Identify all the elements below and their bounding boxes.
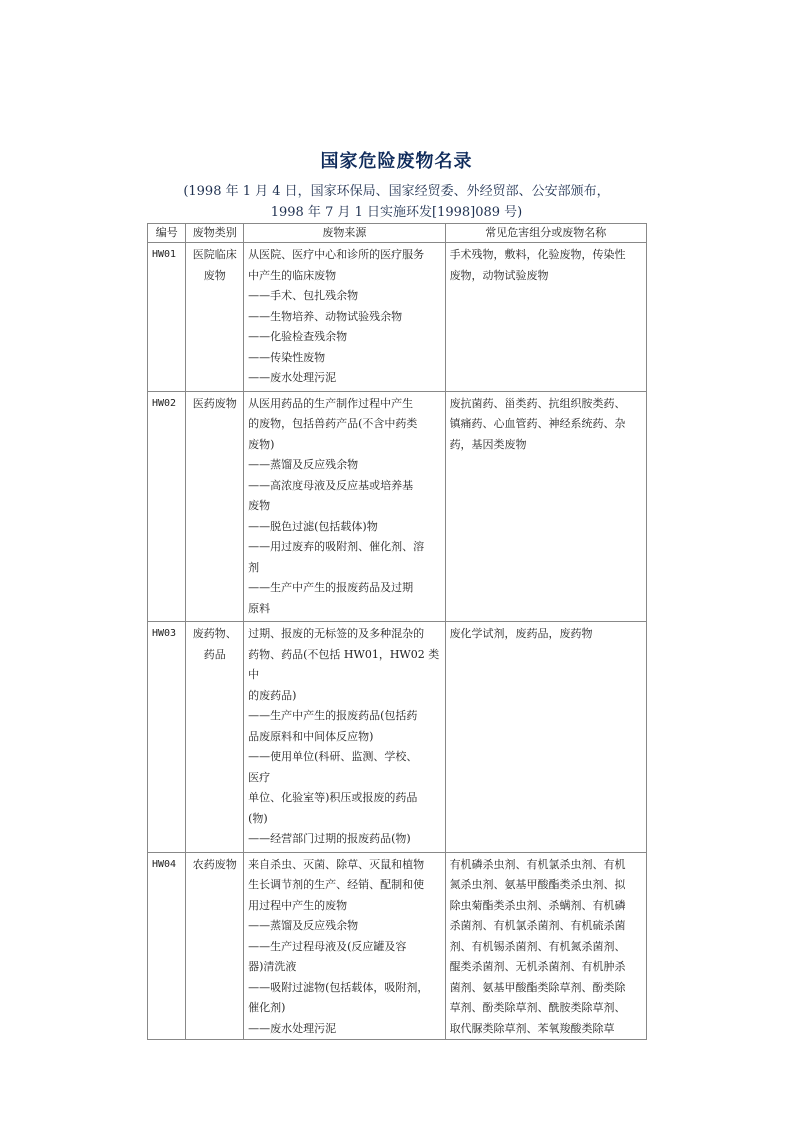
source-line: ——脱色过滤(包括载体)物 xyxy=(248,519,378,533)
header-code: 编号 xyxy=(148,224,186,243)
source-line: 药物、药品(不包括 HW01，HW02 类中 xyxy=(248,647,440,681)
source-line: ——传染性废物 xyxy=(248,350,326,364)
source-line: 从医院、医疗中心和诊所的医疗服务 xyxy=(248,248,425,261)
source-line: 从医用药品的生产制作过程中产生 xyxy=(248,396,414,410)
row-category xyxy=(186,243,244,392)
source-line: 的废药品) xyxy=(248,688,297,702)
source-line: 过期、报废的无标签的及多种混杂的 xyxy=(248,627,425,640)
row-components xyxy=(445,622,646,853)
row-source xyxy=(244,243,445,392)
source-line: 中产生的临床废物 xyxy=(248,268,337,282)
row-category xyxy=(186,622,244,853)
row-category xyxy=(186,852,244,1040)
component-line: 废物，动物试验废物 xyxy=(449,268,549,282)
table-row xyxy=(148,852,647,1040)
row-components xyxy=(445,852,646,1040)
component-line: 废化学试剂，废药品，废药物 xyxy=(449,627,593,640)
category-line: 药品 xyxy=(203,647,226,661)
source-line: ——生物培养、动物试验残余物 xyxy=(248,309,403,323)
row-code: HW02 xyxy=(148,391,186,622)
source-line: ——吸附过滤物(包括载体，吸附剂， xyxy=(248,980,429,994)
table-header-row xyxy=(148,224,647,243)
source-line: ——生产中产生的报废药品及过期 xyxy=(248,581,414,594)
source-line: ——蒸馏及反应残余物 xyxy=(248,458,359,471)
header-category: 废物类别 xyxy=(186,224,244,243)
table-row xyxy=(148,243,647,392)
source-line: ——经营部门过期的报废药品(物) xyxy=(248,832,411,845)
row-source xyxy=(244,622,445,853)
row-code: HW04 xyxy=(148,852,186,1040)
category-line: 医院临床 xyxy=(192,248,237,261)
source-line: 单位、化验室等)积压或报废的药品 xyxy=(248,791,418,804)
source-line: 的废物，包括兽药产品(不含中药类 xyxy=(248,417,418,430)
source-line: 催化剂) xyxy=(248,1001,286,1014)
row-components xyxy=(445,391,646,622)
source-line: ——生产过程母液及(反应罐及容 xyxy=(248,939,407,953)
source-line: ——化验检查残余物 xyxy=(248,330,348,343)
component-line: 醌类杀菌剂、无机杀菌剂、有机肿杀 xyxy=(449,960,626,973)
component-line: 镇痛药、心血管药、神经系统药、杂 xyxy=(449,417,626,430)
row-code: HW03 xyxy=(148,622,186,853)
source-line: 来自杀虫、灭菌、除草、灭鼠和植物 xyxy=(248,857,425,871)
document-subtitle xyxy=(0,181,793,223)
component-line: 药，基因类废物 xyxy=(449,437,527,451)
source-line: 废物 xyxy=(248,499,271,512)
component-line: 手术残物，敷料，化验废物，传染性 xyxy=(449,248,626,261)
row-source xyxy=(244,391,445,622)
component-line: 除虫菊酯类杀虫剂、杀螨剂、有机磷 xyxy=(449,898,626,912)
row-source xyxy=(244,852,445,1040)
source-line: 废物) xyxy=(248,437,275,451)
source-line: ——使用单位(科研、监测、学校、 xyxy=(248,750,418,763)
source-line: 剂 xyxy=(248,560,260,574)
source-line: 生长调节剂的生产、经销、配制和使 xyxy=(248,878,425,891)
component-line: 氮杀虫剂、氨基甲酸酯类杀虫剂、拟 xyxy=(449,878,626,891)
component-line: 草剂、酚类除草剂、酰胺类除草剂、 xyxy=(449,1001,626,1014)
source-line: ——手术、包扎残余物 xyxy=(248,289,359,302)
category-line: 废物 xyxy=(203,268,226,282)
row-category xyxy=(186,391,244,622)
header-components: 常见危害组分或废物名称 xyxy=(445,224,646,243)
hazardous-waste-table xyxy=(147,223,647,1040)
component-line: 杀菌剂、有机氯杀菌剂、有机硫杀菌 xyxy=(449,919,626,932)
category-line: 农药废物 xyxy=(192,857,237,871)
source-line: ——蒸馏及反应残余物 xyxy=(248,919,359,932)
source-line: 品废原料和中间体反应物) xyxy=(248,729,374,743)
source-line: 原料 xyxy=(248,601,271,615)
source-line: ——高浓度母液及反应基或培养基 xyxy=(248,478,414,492)
source-line: ——废水处理污泥 xyxy=(248,1021,337,1035)
table-row xyxy=(148,622,647,853)
table-row xyxy=(148,391,647,622)
document-title: 国家危险废物名录 xyxy=(320,151,473,172)
component-line: 剂、有机锡杀菌剂、有机氮杀菌剂、 xyxy=(449,939,626,953)
source-line: (物) xyxy=(248,811,268,825)
source-line: 医疗 xyxy=(248,770,271,784)
component-line: 有机磷杀虫剂、有机氯杀虫剂、有机 xyxy=(449,857,626,871)
subtitle-line-2: 1998 年 7 月 1 日实施环发[1998]089 号) xyxy=(270,205,523,220)
source-line: ——用过废弃的吸附剂、催化剂、溶 xyxy=(248,540,425,553)
source-line: ——生产中产生的报废药品(包括药 xyxy=(248,709,418,722)
row-components xyxy=(445,243,646,392)
subtitle-line-1: (1998 年 1 月 4 日，国家环保局、国家经贸委、外经贸部、公安部颁布， xyxy=(183,184,610,199)
component-line: 取代脲类除草剂、苯氧羧酸类除草 xyxy=(449,1021,615,1035)
component-line: 废抗菌药、甾类药、抗组织胺类药、 xyxy=(449,396,626,410)
header-source: 废物来源 xyxy=(244,224,445,243)
source-line: ——废水处理污泥 xyxy=(248,371,337,384)
component-line: 菌剂、氨基甲酸酯类除草剂、酚类除 xyxy=(449,980,626,994)
category-line: 医药废物 xyxy=(192,396,237,410)
row-code: HW01 xyxy=(148,243,186,392)
category-line: 废药物、 xyxy=(192,627,237,640)
source-line: 用过程中产生的废物 xyxy=(248,898,348,912)
source-line: 器)清洗液 xyxy=(248,960,297,973)
